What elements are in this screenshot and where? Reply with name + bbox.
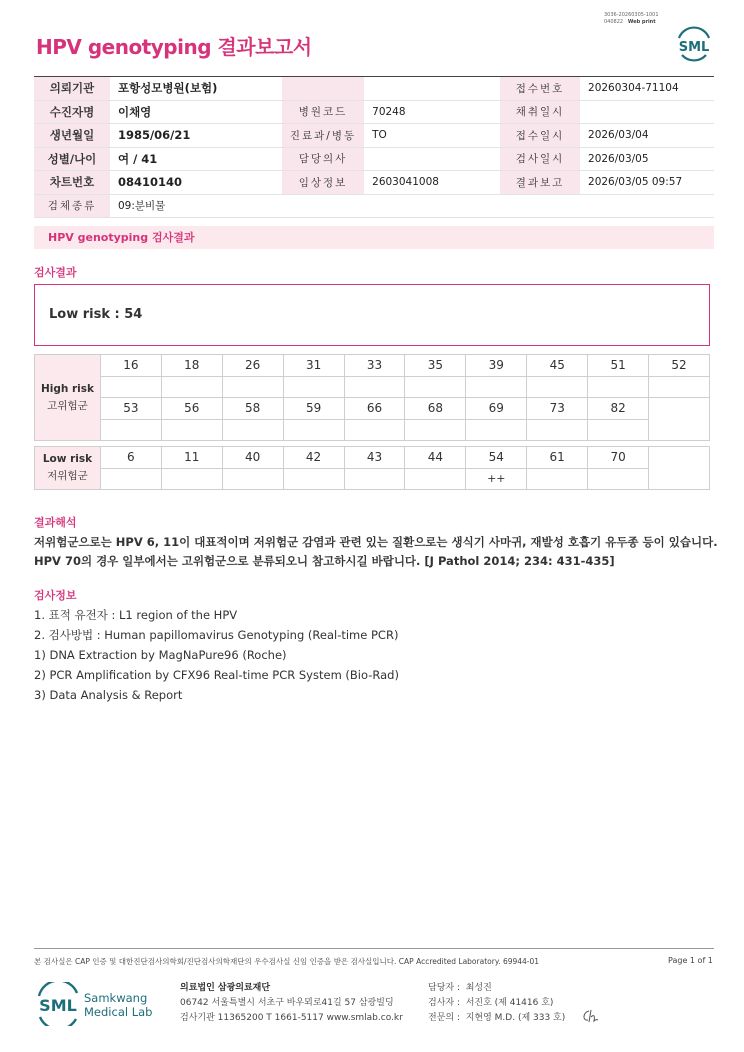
genotype-cell: 42 <box>283 447 344 469</box>
genotype-cell: 54 <box>466 447 527 469</box>
genotype-cell: 58 <box>222 398 283 420</box>
staff-role: 전문의 : <box>428 1013 460 1023</box>
info-value: 2026/03/05 09:57 <box>580 171 714 195</box>
genotype-cell: 39 <box>466 355 527 377</box>
info-row <box>34 147 714 171</box>
result-cell <box>649 376 710 398</box>
genotype-cell: 73 <box>527 398 588 420</box>
staff-name: 서진호 (제 41416 호) <box>465 998 554 1008</box>
genotype-cell: 40 <box>222 447 283 469</box>
info-value: 08410140 <box>110 171 282 195</box>
specimen-value: 09:분비물 <box>110 194 714 218</box>
genotype-cell: 52 <box>649 355 710 377</box>
organization-address: 06742 서울특별시 서초구 바우뫼로41길 57 삼광빌딩 <box>180 998 394 1008</box>
info-row <box>34 124 714 148</box>
info-value: 이채영 <box>110 100 282 124</box>
interpretation-heading: 결과해석 <box>34 516 77 529</box>
test-info-list <box>34 605 399 705</box>
info-label: 담당의사 <box>282 147 364 171</box>
info-value: 2603041008 <box>364 171 500 195</box>
genotype-cell: 70 <box>588 447 649 469</box>
result-row <box>35 419 710 441</box>
genotype-cell: 66 <box>344 398 405 420</box>
result-cell <box>588 376 649 398</box>
interpretation-line: 저위험군으로는 HPV 6, 11이 대표적이며 저위험군 감염과 관련 있는 질환으로는 생식기 사마귀, 재발성 호흡기 유두종 등이 있습니다. <box>34 535 718 549</box>
document-code <box>604 12 659 26</box>
info-value: 70248 <box>364 100 500 124</box>
document-code-id: 040822 <box>604 19 624 25</box>
info-value: 1985/06/21 <box>110 124 282 148</box>
interpretation-line: HPV 70의 경우 일부에서는 고위험군으로 분류되오니 참고하시길 바랍니다. [J Pathol 2014; 234: 431-435] <box>34 554 615 568</box>
info-label: 병원코드 <box>282 100 364 124</box>
info-row <box>34 194 714 218</box>
organization-contact: 검사기관 11365200 T 1661-5117 www.smlab.co.kr <box>180 1013 403 1023</box>
genotype-cell: 33 <box>344 355 405 377</box>
result-cell <box>222 468 283 490</box>
genotype-cell: 31 <box>283 355 344 377</box>
test-info-line: 1. 표적 유전자 : L1 region of the HPV <box>34 608 238 622</box>
genotype-cell: 69 <box>466 398 527 420</box>
test-info-line: 1) DNA Extraction by MagNaPure96 (Roche) <box>34 648 287 662</box>
result-cell <box>466 376 527 398</box>
info-row <box>34 100 714 124</box>
samkwang-logo <box>36 982 166 1030</box>
genotype-cell: 68 <box>405 398 466 420</box>
organization-name: 의료법인 삼광의료재단 <box>180 983 271 993</box>
result-cell <box>405 468 466 490</box>
high-risk-label-kr: 고위험군 <box>47 399 88 412</box>
result-cell <box>100 419 161 441</box>
patient-info-table <box>34 76 714 218</box>
result-cell <box>283 376 344 398</box>
info-label: 결과보고 <box>500 171 580 195</box>
info-label: 채취일시 <box>500 100 580 124</box>
result-cell <box>527 419 588 441</box>
result-cell <box>161 376 222 398</box>
genotype-cell: 35 <box>405 355 466 377</box>
test-info-line: 3) Data Analysis & Report <box>34 688 183 702</box>
genotype-row <box>35 398 710 420</box>
result-cell <box>527 468 588 490</box>
genotype-cell: 44 <box>405 447 466 469</box>
info-value: 2026/03/05 <box>580 147 714 171</box>
result-cell <box>527 376 588 398</box>
info-label: 의뢰기관 <box>34 77 110 101</box>
info-row <box>34 77 714 101</box>
test-info-heading: 검사정보 <box>34 589 77 602</box>
interpretation-text <box>34 533 718 571</box>
genotype-cell: 16 <box>100 355 161 377</box>
test-info-line: 2. 검사방법 : Human papillomavirus Genotyping (Real-time PCR) <box>34 628 399 642</box>
result-cell <box>222 376 283 398</box>
page-number: Page 1 of 1 <box>668 956 713 965</box>
result-cell <box>405 376 466 398</box>
result-row <box>35 468 710 490</box>
empty-cell <box>649 447 710 490</box>
footer-divider <box>34 948 714 949</box>
sml-logo <box>674 24 714 68</box>
genotype-cell: 61 <box>527 447 588 469</box>
test-info-line: 2) PCR Amplification by CFX96 Real-time PCR System (Bio-Rad) <box>34 668 399 682</box>
info-label: 임상정보 <box>282 171 364 195</box>
info-label <box>282 77 364 101</box>
samkwang-logo-line2: Medical Lab <box>84 1005 153 1019</box>
result-cell <box>161 468 222 490</box>
genotype-cell: 51 <box>588 355 649 377</box>
info-value: 여 / 41 <box>110 147 282 171</box>
high-risk-label-en: High risk <box>40 382 94 395</box>
result-cell: ++ <box>466 468 527 490</box>
info-label: 생년월일 <box>34 124 110 148</box>
result-cell <box>100 468 161 490</box>
info-value <box>580 100 714 124</box>
genotype-cell: 6 <box>100 447 161 469</box>
high-risk-label <box>35 355 101 441</box>
web-print-label: Web print <box>627 19 656 25</box>
staff-name: 지현영 M.D. (제 333 호) <box>465 1013 566 1023</box>
genotype-cell: 82 <box>588 398 649 420</box>
result-cell <box>222 419 283 441</box>
result-cell <box>161 419 222 441</box>
certification-note: 본 검사실은 CAP 인증 및 대한진단검사의학회/진단검사의학재단의 우수검사실 신임 인증을 받은 검사실입니다. CAP Accredited Laboratory. 69944-01 <box>34 957 540 966</box>
high-risk-table <box>34 354 710 441</box>
result-cell <box>466 419 527 441</box>
info-value: 2026/03/04 <box>580 124 714 148</box>
result-cell <box>344 376 405 398</box>
result-cell <box>588 468 649 490</box>
info-value <box>364 77 500 101</box>
samkwang-logo-line1: Samkwang <box>84 991 148 1005</box>
organization-info <box>180 981 403 1026</box>
genotype-cell: 45 <box>527 355 588 377</box>
info-value: TO <box>364 124 500 148</box>
info-value <box>364 147 500 171</box>
staff-name: 최성진 <box>465 983 492 993</box>
result-row <box>35 376 710 398</box>
info-row <box>34 171 714 195</box>
genotype-row <box>35 355 710 377</box>
genotype-cell: 18 <box>161 355 222 377</box>
genotype-cell: 26 <box>222 355 283 377</box>
genotype-row <box>35 447 710 469</box>
genotype-cell: 11 <box>161 447 222 469</box>
low-risk-label-en: Low risk <box>42 453 93 465</box>
result-summary-text: Low risk : 54 <box>49 307 143 322</box>
result-cell <box>588 419 649 441</box>
genotype-cell: 56 <box>161 398 222 420</box>
result-cell <box>405 419 466 441</box>
empty-cell <box>649 398 710 441</box>
low-risk-label <box>35 447 101 490</box>
info-label: 수진자명 <box>34 100 110 124</box>
info-label: 성별/나이 <box>34 147 110 171</box>
result-cell <box>283 468 344 490</box>
sml-logo-text: SML <box>678 40 710 55</box>
result-heading: 검사결과 <box>34 266 77 279</box>
low-risk-label-kr: 저위험군 <box>47 470 88 482</box>
specimen-label: 검체종류 <box>34 194 110 218</box>
samkwang-logo-mark: SML <box>39 996 77 1015</box>
staff-role: 검사자 : <box>428 998 460 1008</box>
staff-role: 담당자 : <box>428 983 460 993</box>
info-label: 진료과/병동 <box>282 124 364 148</box>
genotype-cell: 53 <box>100 398 161 420</box>
result-section-header: HPV genotyping 검사결과 <box>34 226 714 249</box>
result-cell <box>344 419 405 441</box>
result-cell <box>283 419 344 441</box>
result-cell <box>344 468 405 490</box>
low-risk-table <box>34 446 710 490</box>
info-label: 접수번호 <box>500 77 580 101</box>
result-cell <box>100 376 161 398</box>
info-value: 20260304-71104 <box>580 77 714 101</box>
info-label: 접수일시 <box>500 124 580 148</box>
signature <box>580 1008 602 1028</box>
report-title: HPV genotyping 결과보고서 <box>36 35 312 59</box>
info-value: 포항성모병원(보험) <box>110 77 282 101</box>
info-label: 차트번호 <box>34 171 110 195</box>
document-code-line1: 3036-20260305-1001 <box>604 12 659 18</box>
info-label: 검사일시 <box>500 147 580 171</box>
genotype-cell: 43 <box>344 447 405 469</box>
result-summary-box <box>34 284 710 346</box>
staff-info <box>428 981 565 1026</box>
genotype-cell: 59 <box>283 398 344 420</box>
